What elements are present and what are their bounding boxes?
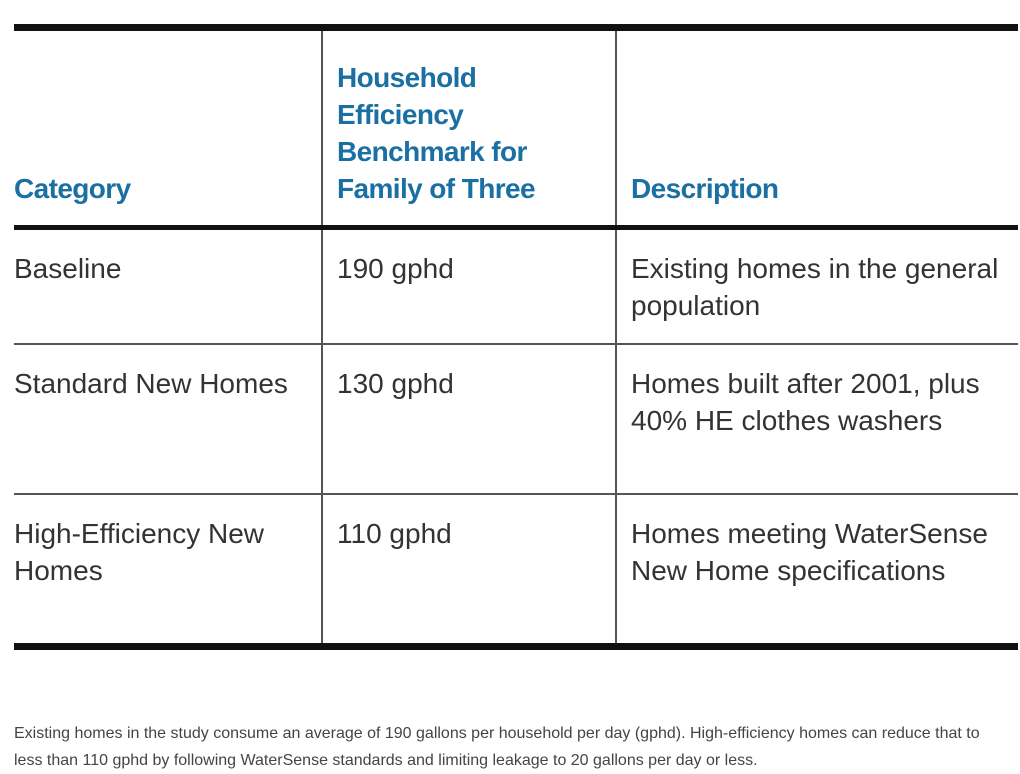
- cell-category: Standard New Homes: [14, 368, 288, 399]
- cell-benchmark: 190 gphd: [322, 228, 616, 345]
- header-benchmark: Household Efficiency Benchmark for Family of Three: [322, 28, 616, 228]
- table-body: [14, 228, 1018, 647]
- table-row: [14, 344, 1018, 494]
- benchmark-table: [14, 24, 1018, 650]
- benchmark-figure: [14, 24, 1018, 650]
- table-header: [14, 28, 1018, 228]
- table-row: [14, 228, 1018, 345]
- header-row: [14, 28, 1018, 228]
- figure-caption: Existing homes in the study consume an average of 190 gallons per household per day (gphd). High-efficiency homes can reduce that to less than 110 gphd by following WaterSense standards and limiting leakage to 20 gallons per day or less.: [14, 725, 980, 769]
- cell-description: Homes built after 2001, plus 40% HE clothes washers: [616, 344, 1018, 494]
- header-category: Category: [14, 173, 131, 204]
- table-row: [14, 494, 1018, 647]
- cell-benchmark: 110 gphd: [322, 494, 616, 647]
- cell-description: Existing homes in the general population: [616, 228, 1018, 345]
- cell-category: Baseline: [14, 253, 122, 284]
- cell-description: Homes meeting WaterSense New Home specifications: [616, 494, 1018, 647]
- cell-category: High-Efficiency New Homes: [14, 518, 265, 586]
- header-description: Description: [616, 28, 1018, 228]
- cell-benchmark: 130 gphd: [322, 344, 616, 494]
